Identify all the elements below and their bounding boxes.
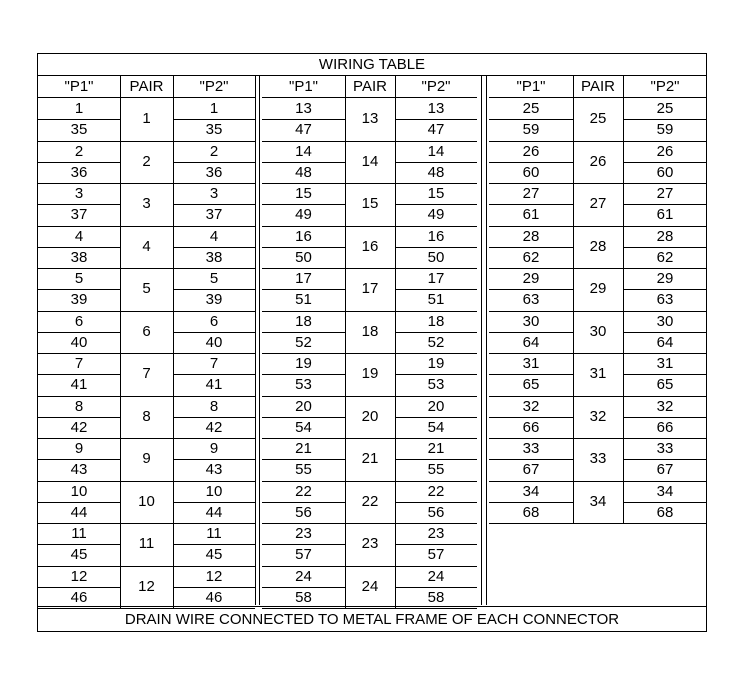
wire-divider-line	[395, 332, 477, 333]
wire-divider-line	[262, 119, 345, 120]
column-header-p1: "P1"	[262, 76, 345, 98]
pair-number-cell: 28	[589, 237, 607, 255]
p1-wire-cell: 26	[522, 142, 540, 160]
column-header-p1: "P1"	[38, 76, 120, 98]
p2-wire-cell: 24	[427, 567, 445, 585]
pair-divider-line	[489, 523, 707, 524]
p2-wire-cell: 44	[205, 503, 223, 521]
p1-wire-cell: 8	[74, 397, 84, 415]
p1-wire-cell: 23	[295, 525, 312, 542]
wire-divider-line	[38, 587, 120, 588]
p2-wire-cell: 40	[205, 333, 223, 351]
pair-number-cell: 17	[361, 280, 379, 297]
p2-wire-cell: 41	[205, 376, 223, 394]
p2-wire-cell: 55	[427, 461, 445, 479]
wire-divider-line	[395, 162, 477, 163]
wire-divider-line	[262, 417, 345, 418]
p1-wire-cell: 22	[295, 482, 312, 500]
p2-wire-cell: 62	[656, 248, 674, 266]
p1-wire-cell: 58	[295, 588, 312, 606]
p2-wire-cell: 10	[205, 482, 223, 500]
p1-wire-cell: 3	[74, 185, 84, 202]
wire-divider-line	[38, 544, 120, 545]
column-header-p2: "P2"	[173, 76, 255, 98]
pair-number-cell: 1	[142, 110, 151, 127]
wire-divider-line	[38, 289, 120, 290]
p2-wire-cell: 14	[427, 142, 445, 160]
p2-wire-cell: 11	[206, 525, 222, 542]
wire-divider-line	[262, 204, 345, 205]
p1-wire-cell: 27	[522, 185, 540, 202]
p1-wire-cell: 19	[295, 355, 312, 372]
p1-wire-cell: 13	[295, 100, 312, 117]
p1-wire-cell: 16	[295, 227, 312, 245]
wire-divider-line	[262, 332, 345, 333]
p1-wire-cell: 55	[295, 461, 312, 479]
p2-wire-cell: 33	[656, 440, 674, 457]
p1-wire-cell: 65	[522, 376, 540, 394]
p1-wire-cell: 20	[295, 397, 312, 415]
p2-wire-cell: 29	[656, 270, 674, 287]
p1-wire-cell: 54	[295, 418, 312, 436]
p1-wire-cell: 10	[70, 482, 88, 500]
p1-wire-cell: 62	[522, 248, 540, 266]
wire-divider-line	[489, 204, 573, 205]
wire-divider-line	[395, 247, 477, 248]
wire-divider-line	[623, 162, 707, 163]
p1-wire-cell: 17	[295, 270, 312, 287]
p1-wire-cell: 45	[70, 546, 88, 564]
column-header-p2: "P2"	[395, 76, 477, 98]
pair-number-cell: 19	[361, 365, 379, 382]
p2-wire-cell: 65	[656, 376, 674, 394]
p1-wire-cell: 24	[295, 567, 312, 585]
column-header-p1: "P1"	[489, 76, 573, 98]
wire-divider-line	[395, 119, 477, 120]
wire-divider-line	[173, 162, 255, 163]
p2-wire-cell: 12	[205, 567, 223, 585]
pair-number-cell: 32	[589, 407, 607, 425]
p1-wire-cell: 11	[71, 525, 87, 542]
p2-wire-cell: 57	[427, 546, 445, 564]
wire-divider-line	[395, 289, 477, 290]
pair-number-cell: 8	[142, 407, 151, 425]
p1-wire-cell: 52	[295, 333, 312, 351]
table-footer-note: DRAIN WIRE CONNECTED TO METAL FRAME OF EACH CONNECTOR	[38, 606, 706, 631]
p2-wire-cell: 2	[209, 142, 219, 160]
p2-wire-cell: 54	[427, 418, 445, 436]
p1-wire-cell: 12	[70, 567, 88, 585]
p2-wire-cell: 61	[656, 206, 674, 224]
p2-wire-cell: 47	[427, 121, 445, 139]
block-separator-line	[259, 76, 260, 605]
p1-wire-cell: 15	[295, 185, 312, 202]
pair-number-cell: 22	[361, 492, 379, 510]
p2-wire-cell: 67	[656, 461, 674, 479]
wire-divider-line	[489, 417, 573, 418]
p2-wire-cell: 45	[205, 546, 223, 564]
wire-divider-line	[173, 204, 255, 205]
wire-divider-line	[173, 332, 255, 333]
p1-wire-cell: 21	[295, 440, 312, 457]
p2-wire-cell: 30	[656, 312, 674, 330]
pair-number-cell: 7	[142, 365, 151, 382]
wire-divider-line	[38, 119, 120, 120]
wire-divider-line	[623, 502, 707, 503]
wire-divider-line	[489, 247, 573, 248]
p1-wire-cell: 33	[522, 440, 540, 457]
p2-wire-cell: 42	[205, 418, 223, 436]
wire-divider-line	[173, 417, 255, 418]
pair-number-cell: 34	[589, 492, 607, 510]
p2-wire-cell: 63	[656, 291, 674, 309]
p2-wire-cell: 3	[209, 185, 219, 202]
p2-wire-cell: 17	[427, 270, 445, 287]
p1-wire-cell: 56	[295, 503, 312, 521]
wire-divider-line	[623, 417, 707, 418]
wire-divider-line	[38, 162, 120, 163]
wire-divider-line	[395, 544, 477, 545]
p1-wire-cell: 40	[70, 333, 88, 351]
pair-number-cell: 27	[589, 195, 607, 212]
block-separator-line	[486, 76, 487, 605]
p2-wire-cell: 16	[427, 227, 445, 245]
p2-wire-cell: 34	[656, 482, 674, 500]
wire-divider-line	[173, 247, 255, 248]
wire-divider-line	[623, 247, 707, 248]
p1-wire-cell: 37	[70, 206, 88, 224]
p2-wire-cell: 56	[427, 503, 445, 521]
p2-wire-cell: 36	[205, 163, 223, 181]
p1-wire-cell: 57	[295, 546, 312, 564]
pair-number-cell: 13	[361, 110, 379, 127]
block-separator-line	[255, 76, 256, 605]
p2-wire-cell: 66	[656, 418, 674, 436]
p2-wire-cell: 23	[427, 525, 445, 542]
p1-wire-cell: 25	[522, 100, 540, 117]
wire-divider-line	[623, 204, 707, 205]
wire-divider-line	[262, 374, 345, 375]
p2-wire-cell: 28	[656, 227, 674, 245]
wire-divider-line	[38, 459, 120, 460]
column-header-pair: PAIR	[120, 76, 173, 98]
pair-number-cell: 29	[589, 280, 607, 297]
wire-divider-line	[395, 587, 477, 588]
wire-divider-line	[173, 374, 255, 375]
p2-wire-cell: 68	[656, 503, 674, 521]
block-separator-line	[481, 76, 482, 605]
p1-wire-cell: 68	[522, 503, 540, 521]
p2-wire-cell: 46	[205, 588, 223, 606]
p2-wire-cell: 48	[427, 163, 445, 181]
p2-wire-cell: 19	[427, 355, 445, 372]
p1-wire-cell: 60	[522, 163, 540, 181]
p1-wire-cell: 35	[70, 121, 88, 139]
p1-wire-cell: 67	[522, 461, 540, 479]
wire-divider-line	[489, 332, 573, 333]
p1-wire-cell: 42	[70, 418, 88, 436]
p1-wire-cell: 39	[70, 291, 88, 309]
pair-number-cell: 31	[589, 365, 607, 382]
p2-wire-cell: 8	[209, 397, 219, 415]
pair-number-cell: 3	[142, 195, 151, 212]
p2-wire-cell: 5	[209, 270, 219, 287]
p1-wire-cell: 64	[522, 333, 540, 351]
wire-divider-line	[262, 459, 345, 460]
wire-divider-line	[395, 502, 477, 503]
p1-wire-cell: 38	[70, 248, 88, 266]
pair-number-cell: 15	[361, 195, 379, 212]
p2-wire-cell: 7	[209, 355, 219, 372]
pair-number-cell: 6	[142, 322, 151, 340]
table-title: WIRING TABLE	[38, 54, 706, 76]
wire-divider-line	[38, 374, 120, 375]
p2-wire-cell: 26	[656, 142, 674, 160]
p1-wire-cell: 29	[522, 270, 540, 287]
wire-divider-line	[38, 204, 120, 205]
p2-wire-cell: 43	[205, 461, 223, 479]
pair-number-cell: 2	[142, 152, 151, 170]
p2-wire-cell: 64	[656, 333, 674, 351]
wire-divider-line	[623, 374, 707, 375]
pair-number-cell: 24	[361, 577, 379, 595]
p2-wire-cell: 6	[209, 312, 219, 330]
p1-wire-cell: 63	[522, 291, 540, 309]
wiring-table	[37, 53, 707, 632]
wire-divider-line	[173, 459, 255, 460]
wire-divider-line	[489, 374, 573, 375]
p2-wire-cell: 20	[427, 397, 445, 415]
wire-divider-line	[38, 332, 120, 333]
pair-number-cell: 21	[361, 450, 379, 467]
wire-divider-line	[623, 332, 707, 333]
wire-divider-line	[395, 459, 477, 460]
p2-wire-cell: 49	[427, 206, 445, 224]
wire-divider-line	[262, 502, 345, 503]
wire-divider-line	[173, 119, 255, 120]
p2-wire-cell: 25	[656, 100, 674, 117]
p2-wire-cell: 1	[209, 100, 219, 117]
p1-wire-cell: 5	[74, 270, 84, 287]
wire-divider-line	[489, 289, 573, 290]
p1-wire-cell: 2	[74, 142, 84, 160]
wire-divider-line	[173, 502, 255, 503]
p1-wire-cell: 4	[74, 227, 84, 245]
pair-number-cell: 23	[361, 535, 379, 552]
p1-wire-cell: 66	[522, 418, 540, 436]
p2-wire-cell: 31	[656, 355, 674, 372]
p1-wire-cell: 18	[295, 312, 312, 330]
p1-wire-cell: 51	[295, 291, 312, 309]
wire-divider-line	[173, 289, 255, 290]
p2-wire-cell: 35	[205, 121, 223, 139]
p2-wire-cell: 27	[656, 185, 674, 202]
column-header-pair: PAIR	[573, 76, 623, 98]
p2-wire-cell: 60	[656, 163, 674, 181]
p1-wire-cell: 50	[295, 248, 312, 266]
column-header-pair: PAIR	[345, 76, 395, 98]
wire-divider-line	[623, 459, 707, 460]
p1-wire-cell: 14	[295, 142, 312, 160]
p1-wire-cell: 1	[74, 100, 84, 117]
p1-wire-cell: 46	[70, 588, 88, 606]
pair-number-cell: 9	[142, 450, 151, 467]
p2-wire-cell: 9	[209, 440, 219, 457]
p2-wire-cell: 52	[427, 333, 445, 351]
wire-divider-line	[262, 247, 345, 248]
pair-number-cell: 4	[142, 237, 151, 255]
wire-divider-line	[489, 162, 573, 163]
p2-wire-cell: 13	[427, 100, 445, 117]
p1-wire-cell: 43	[70, 461, 88, 479]
wire-divider-line	[262, 162, 345, 163]
wire-divider-line	[623, 289, 707, 290]
p2-wire-cell: 50	[427, 248, 445, 266]
wire-divider-line	[395, 417, 477, 418]
p1-wire-cell: 53	[295, 376, 312, 394]
p2-wire-cell: 53	[427, 376, 445, 394]
p2-wire-cell: 21	[427, 440, 445, 457]
p1-wire-cell: 59	[522, 121, 540, 139]
p1-wire-cell: 31	[522, 355, 540, 372]
p2-wire-cell: 22	[427, 482, 445, 500]
pair-number-cell: 25	[589, 110, 607, 127]
wire-divider-line	[395, 204, 477, 205]
wire-divider-line	[38, 502, 120, 503]
p2-wire-cell: 18	[427, 312, 445, 330]
wire-divider-line	[262, 587, 345, 588]
pair-number-cell: 11	[138, 535, 155, 552]
p1-wire-cell: 7	[74, 355, 84, 372]
p1-wire-cell: 36	[70, 163, 88, 181]
p1-wire-cell: 44	[70, 503, 88, 521]
pair-number-cell: 10	[138, 492, 155, 510]
p2-wire-cell: 15	[427, 185, 445, 202]
p2-wire-cell: 58	[427, 588, 445, 606]
p1-wire-cell: 9	[74, 440, 84, 457]
wire-divider-line	[173, 587, 255, 588]
p1-wire-cell: 48	[295, 163, 312, 181]
p2-wire-cell: 59	[656, 121, 674, 139]
pair-number-cell: 30	[589, 322, 607, 340]
p2-wire-cell: 37	[205, 206, 223, 224]
pair-number-cell: 14	[361, 152, 379, 170]
column-header-p2: "P2"	[623, 76, 707, 98]
p1-wire-cell: 47	[295, 121, 312, 139]
p1-wire-cell: 34	[522, 482, 540, 500]
p2-wire-cell: 38	[205, 248, 223, 266]
wire-divider-line	[395, 374, 477, 375]
p1-wire-cell: 6	[74, 312, 84, 330]
p1-wire-cell: 30	[522, 312, 540, 330]
wire-divider-line	[489, 502, 573, 503]
p2-wire-cell: 51	[427, 291, 445, 309]
pair-number-cell: 18	[361, 322, 379, 340]
pair-number-cell: 16	[361, 237, 379, 255]
wire-divider-line	[623, 119, 707, 120]
pair-number-cell: 5	[142, 280, 151, 297]
p1-wire-cell: 61	[522, 206, 540, 224]
pair-number-cell: 12	[138, 577, 155, 595]
pair-number-cell: 20	[361, 407, 379, 425]
wire-divider-line	[489, 119, 573, 120]
p2-wire-cell: 32	[656, 397, 674, 415]
p1-wire-cell: 32	[522, 397, 540, 415]
pair-number-cell: 33	[589, 450, 607, 467]
p1-wire-cell: 49	[295, 206, 312, 224]
p1-wire-cell: 41	[70, 376, 88, 394]
wire-divider-line	[262, 544, 345, 545]
wire-divider-line	[173, 544, 255, 545]
wire-divider-line	[262, 289, 345, 290]
wire-divider-line	[38, 247, 120, 248]
wire-divider-line	[38, 417, 120, 418]
p1-wire-cell: 28	[522, 227, 540, 245]
p2-wire-cell: 39	[205, 291, 223, 309]
wire-divider-line	[489, 459, 573, 460]
pair-number-cell: 26	[589, 152, 607, 170]
p2-wire-cell: 4	[209, 227, 219, 245]
